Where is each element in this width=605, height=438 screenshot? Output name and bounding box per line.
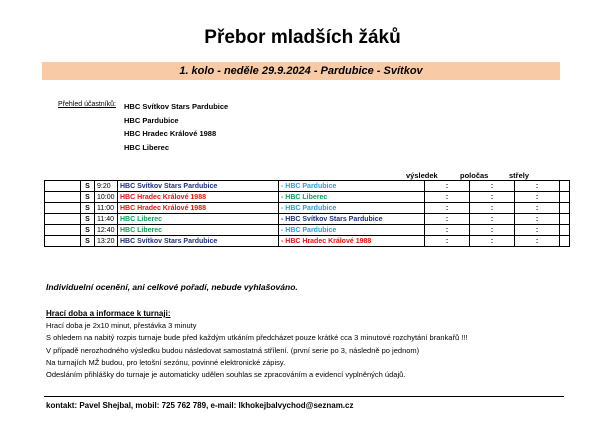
participant-team: HBC Liberec xyxy=(124,142,170,152)
game-row xyxy=(45,214,570,225)
time-cell: 11:40 xyxy=(95,214,118,225)
participant-team: HBC Pardubice xyxy=(124,115,179,125)
home-team-cell: HBC Liberec xyxy=(118,225,279,236)
day-cell: S xyxy=(81,225,95,236)
info-line: V případě nerozhodného výsledku budou následovat samostatná střílení. (první serie po 3, následně po jednom) xyxy=(46,345,420,355)
result-cell: : xyxy=(425,203,470,214)
info-line: Na turnajích MŽ budou, pro letošní sezónu, povinné elektronické zápisy. xyxy=(46,357,286,367)
day-cell: S xyxy=(81,203,95,214)
row-spacer-cell xyxy=(45,236,81,247)
shots-cell: : xyxy=(515,214,560,225)
row-end-cell xyxy=(560,203,570,214)
row-end-cell xyxy=(560,236,570,247)
shots-cell: : xyxy=(515,203,560,214)
day-cell: S xyxy=(81,214,95,225)
column-header-halftime: poločas xyxy=(460,171,489,180)
shots-cell: : xyxy=(515,192,560,203)
info-list xyxy=(46,320,467,381)
halftime-cell: : xyxy=(470,214,515,225)
footer-divider xyxy=(44,396,564,397)
home-team-cell: HBC Liberec xyxy=(118,214,279,225)
participants-label: Přehled účastníků: xyxy=(58,101,116,108)
time-cell: 11:00 xyxy=(95,203,118,214)
info-line: Hrací doba je 2x10 minut, přestávka 3 minuty xyxy=(46,321,197,330)
halftime-cell: : xyxy=(470,236,515,247)
participant-team: HBC Svítkov Stars Pardubice xyxy=(124,102,229,111)
row-end-cell xyxy=(560,181,570,192)
info-title: Hrací doba a informace k turnaji: xyxy=(46,309,171,318)
home-team-cell: HBC Hradec Králové 1988 xyxy=(118,192,279,203)
result-cell: : xyxy=(425,225,470,236)
shots-cell: : xyxy=(515,236,560,247)
row-spacer-cell xyxy=(45,225,81,236)
row-end-cell xyxy=(560,214,570,225)
away-team-cell: - HBC Svítkov Stars Pardubice xyxy=(279,214,425,225)
participant-team: HBC Hradec Králové 1988 xyxy=(124,129,217,138)
shots-cell: : xyxy=(515,181,560,192)
column-header-result: výsledek xyxy=(406,171,438,180)
home-team-cell: HBC Svítkov Stars Pardubice xyxy=(118,181,279,192)
participants-list xyxy=(124,100,228,154)
row-spacer-cell xyxy=(45,203,81,214)
game-row xyxy=(45,203,570,214)
game-row xyxy=(45,225,570,236)
info-line: Odesláním přihlášky do turnaje je automaticky udělen souhlas se zpracováním a evidencí vyplněných údajů. xyxy=(46,370,406,380)
row-end-cell xyxy=(560,192,570,203)
row-spacer-cell xyxy=(45,214,81,225)
page-title: Přebor mladších žáků xyxy=(204,27,401,48)
result-cell: : xyxy=(425,192,470,203)
result-cell: : xyxy=(425,214,470,225)
time-cell: 13:20 xyxy=(95,236,118,247)
row-spacer-cell xyxy=(45,192,81,203)
time-cell: 10:00 xyxy=(95,192,118,203)
day-cell: S xyxy=(81,236,95,247)
home-team-cell: HBC Hradec Králové 1988 xyxy=(118,203,279,214)
row-spacer-cell xyxy=(45,181,81,192)
round-banner: 1. kolo - neděle 29.9.2024 - Pardubice - Svítkov xyxy=(42,62,560,80)
schedule-table xyxy=(44,180,570,247)
away-team-cell: - HBC Pardubice xyxy=(279,203,425,214)
column-header-shots: střely xyxy=(509,171,530,180)
away-team-cell: - HBC Pardubice xyxy=(279,225,425,236)
halftime-cell: : xyxy=(470,192,515,203)
row-end-cell xyxy=(560,225,570,236)
away-team-cell: - HBC Pardubice xyxy=(279,181,425,192)
away-team-cell: - HBC Hradec Králové 1988 xyxy=(279,236,425,247)
away-team-cell: - HBC Liberec xyxy=(279,192,425,203)
shots-cell: : xyxy=(515,225,560,236)
awards-note: Individuelní ocenění, ani celkové pořadí, nebude vyhlašováno. xyxy=(46,282,298,292)
home-team-cell: HBC Svítkov Stars Pardubice xyxy=(118,236,279,247)
time-cell: 9:20 xyxy=(95,181,118,192)
halftime-cell: : xyxy=(470,203,515,214)
day-cell: S xyxy=(81,192,95,203)
game-row xyxy=(45,236,570,247)
result-cell: : xyxy=(425,181,470,192)
time-cell: 12:40 xyxy=(95,225,118,236)
contact-line: kontakt: Pavel Shejbal, mobil: 725 762 789, e-mail: lkhokejbalvychod@seznam.cz xyxy=(46,401,354,410)
info-line: S ohledem na nabitý rozpis turnaje bude před každým utkáním předcházet pouze krátké cca 3 minutové rozchytání brankařů !!! xyxy=(46,333,468,343)
halftime-cell: : xyxy=(470,225,515,236)
game-row xyxy=(45,181,570,192)
day-cell: S xyxy=(81,181,95,192)
result-cell: : xyxy=(425,236,470,247)
halftime-cell: : xyxy=(470,181,515,192)
game-row xyxy=(45,192,570,203)
